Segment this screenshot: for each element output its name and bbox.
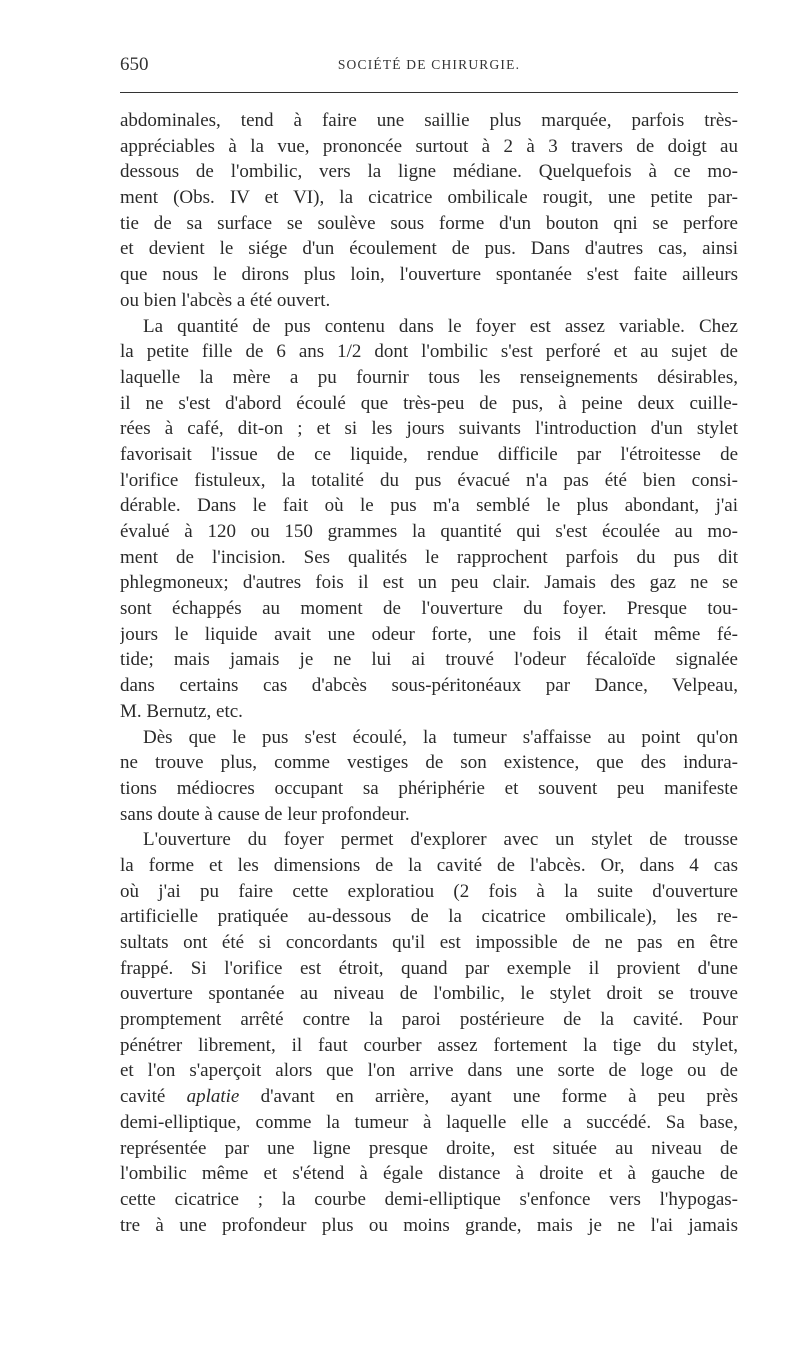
line-segment: cavité bbox=[120, 1086, 166, 1108]
text-line: ouverture spontanée au niveau de l'ombilic, le stylet droit se trouve bbox=[120, 983, 738, 1005]
text-line: appréciables à la vue, prononcée surtout à 2 à 3 travers de doigt au bbox=[120, 135, 738, 157]
text-line: ou bien l'abcès a été ouvert. bbox=[120, 289, 331, 311]
text-line: promptement arrêté contre la paroi postérieure de la cavité. Pour bbox=[120, 1009, 738, 1031]
text-line: la petite fille de 6 ans 1/2 dont l'ombilic s'est perforé et au sujet de bbox=[120, 341, 738, 363]
text-line bbox=[120, 1084, 738, 1110]
text-line: il ne s'est d'abord écoulé que très-peu de pus, à peine deux cuille- bbox=[120, 392, 738, 414]
text-line: laquelle la mère a pu fournir tous les renseignements désirables, bbox=[120, 366, 738, 388]
italic-word: aplatie bbox=[186, 1086, 240, 1108]
text-line: tre à une profondeur plus ou moins grande, mais je ne l'ai jamais bbox=[120, 1214, 738, 1236]
text-line: ment de l'incision. Ses qualités le rapprochent parfois du pus dit bbox=[120, 546, 738, 568]
text-line: abdominales, tend à faire une saillie plus marquée, parfois très- bbox=[120, 110, 738, 131]
text-line: ment (Obs. IV et VI), la cicatrice ombilicale rougit, une petite par- bbox=[120, 187, 738, 209]
text-line: dans certains cas d'abcès sous-péritonéaux par Dance, Velpeau, bbox=[120, 675, 738, 697]
text-line: sans doute à cause de leur profondeur. bbox=[120, 803, 410, 825]
text-line: dessous de l'ombilic, vers la ligne médiane. Quelquefois à ce mo- bbox=[120, 161, 738, 183]
text-line: phlegmoneux; d'autres fois il est un peu clair. Jamais des gaz ne se bbox=[120, 572, 738, 594]
text-line: rées à café, dit-on ; et si les jours suivants l'introduction d'un stylet bbox=[120, 418, 738, 440]
text-line: La quantité de pus contenu dans le foyer est assez variable. Chez bbox=[143, 315, 738, 337]
line-segment: d'avant en arrière, ayant une forme à peu près bbox=[260, 1086, 738, 1108]
text-line: demi-elliptique, comme la tumeur à laquelle elle a succédé. Sa base, bbox=[120, 1111, 738, 1133]
text-line: tions médiocres occupant sa phériphérie et souvent peu manifeste bbox=[120, 777, 738, 799]
text-line: favorisait l'issue de ce liquide, rendue difficile par l'étroitesse de bbox=[120, 443, 738, 465]
text-line: pénétrer librement, il faut courber assez fortement la tige du stylet, bbox=[120, 1034, 738, 1056]
text-line: dérable. Dans le fait où le pus m'a semblé le plus abondant, j'ai bbox=[120, 495, 738, 517]
running-title: SOCIÉTÉ DE CHIRURGIE. bbox=[337, 57, 521, 72]
text-line: ne trouve plus, comme vestiges de son existence, que des indura- bbox=[120, 752, 738, 774]
text-line: artificielle pratiquée au-dessous de la cicatrice ombilicale), les re- bbox=[120, 906, 738, 928]
text-line: tie de sa surface se soulève sous forme d'un bouton qni se perfore bbox=[120, 212, 738, 234]
text-line: L'ouverture du foyer permet d'explorer avec un stylet de trousse bbox=[143, 829, 738, 851]
text-line: tide; mais jamais je ne lui ai trouvé l'odeur fécaloïde signalée bbox=[120, 649, 738, 671]
text-line: frappé. Si l'orifice est étroit, quand par exemple il provient d'une bbox=[120, 957, 738, 979]
text-line: cette cicatrice ; la courbe demi-elliptique s'enfonce vers l'hypogas- bbox=[120, 1188, 738, 1210]
text-line: M. Bernutz, etc. bbox=[120, 700, 243, 722]
text-line: jours le liquide avait une odeur forte, une fois il était même fé- bbox=[120, 623, 738, 645]
text-line: l'ombilic même et s'étend à égale distance à droite et à gauche de bbox=[120, 1163, 738, 1185]
header-rule bbox=[120, 92, 738, 93]
text-line: Dès que le pus s'est écoulé, la tumeur s'affaisse au point qu'on bbox=[143, 726, 738, 748]
body-text bbox=[120, 108, 738, 1238]
text-line: sultats ont été si concordants qu'il est impossible de ne pas en être bbox=[120, 932, 738, 953]
text-line: que nous le dirons plus loin, l'ouverture spontanée s'est faite ailleurs bbox=[120, 264, 738, 286]
text-line: évalué à 120 ou 150 grammes la quantité qui s'est écoulée au mo- bbox=[120, 521, 738, 542]
text-line: l'orifice fistuleux, la totalité du pus évacué n'a pas été bien consi- bbox=[120, 469, 738, 491]
text-line: la forme et les dimensions de la cavité de l'abcès. Or, dans 4 cas bbox=[120, 854, 738, 876]
text-line: et devient le siége d'un écoulement de pus. Dans d'autres cas, ainsi bbox=[120, 238, 738, 260]
text-line: et l'on s'aperçoit alors que l'on arrive dans une sorte de loge ou de bbox=[120, 1060, 738, 1082]
text-line: où j'ai pu faire cette exploratiou (2 fois à la suite d'ouverture bbox=[120, 880, 738, 902]
running-head bbox=[120, 54, 738, 82]
text-line: représentée par une ligne presque droite, est située au niveau de bbox=[120, 1137, 738, 1159]
text-line: sont échappés au moment de l'ouverture du foyer. Presque tou- bbox=[120, 598, 738, 620]
page-number: 650 bbox=[120, 54, 149, 75]
